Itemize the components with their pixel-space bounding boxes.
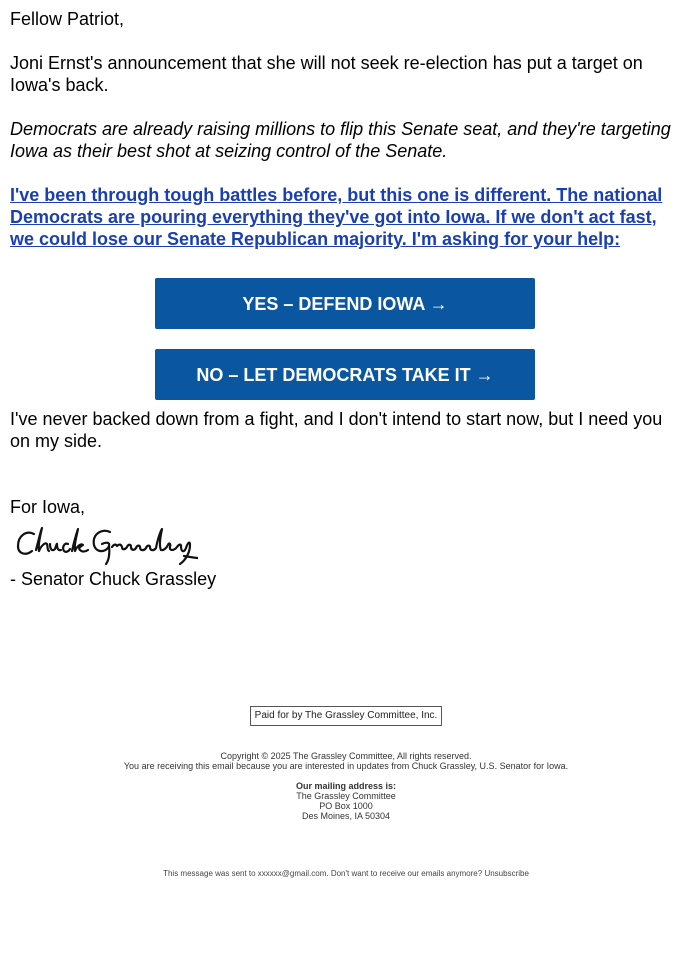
announcement-paragraph: Joni Ernst's announcement that she will not seek re-election has put a target on Iowa's back. xyxy=(10,53,643,95)
mailing-label: Our mailing address is: xyxy=(295,781,397,791)
signature-image xyxy=(14,520,198,568)
closing-paragraph: I've never backed down from a fight, and I don't intend to start now, but I need you on my side. xyxy=(10,409,663,451)
receiving-notice: You are receiving this email because you are interested in updates from Chuck Grassley, U.S. Senator for Iowa. xyxy=(123,761,569,771)
defend-iowa-button[interactable]: YES – DEFEND IOWA → xyxy=(155,278,535,329)
yes-button-wrap xyxy=(10,278,680,349)
copyright-text: Copyright © 2025 The Grassley Committee, All rights reserved. xyxy=(220,751,472,761)
email-body xyxy=(10,8,680,590)
sent-notice xyxy=(0,869,692,879)
democrats-paragraph: Democrats are already raising millions to flip this Senate seat, and they're targeting Iowa as their best shot at seizing control of the Senate. xyxy=(10,119,671,161)
mailing-org: The Grassley Committee xyxy=(296,791,396,801)
mailing-box: PO Box 1000 xyxy=(319,801,373,811)
mailing-address xyxy=(0,781,692,821)
paid-for-text: Paid for by The Grassley Committee, Inc. xyxy=(250,706,443,726)
mailing-city: Des Moines, IA 50304 xyxy=(301,811,391,821)
copyright-block xyxy=(0,751,692,771)
appeal-link[interactable]: I've been through tough battles before, but this one is different. The national Democrats are pouring everything they've got into Iowa. If we don't act fast, we could lose our Senate Republican majority. I'm asking for your help: xyxy=(10,185,663,249)
sent-notice-text: This message was sent to xxxxxx@gmail.com. Don't want to receive our emails anymore? xyxy=(163,869,483,878)
unsubscribe-link[interactable]: Unsubscribe xyxy=(484,869,529,878)
no-button-wrap xyxy=(10,349,680,408)
greeting: Fellow Patriot, xyxy=(10,9,125,29)
signer-name: - Senator Chuck Grassley xyxy=(10,569,217,589)
appeal-paragraph xyxy=(10,184,680,250)
paid-for-box xyxy=(0,705,692,726)
let-democrats-take-it-button[interactable]: NO – LET DEMOCRATS TAKE IT → xyxy=(155,349,535,400)
sign-off: For Iowa, xyxy=(10,497,86,517)
